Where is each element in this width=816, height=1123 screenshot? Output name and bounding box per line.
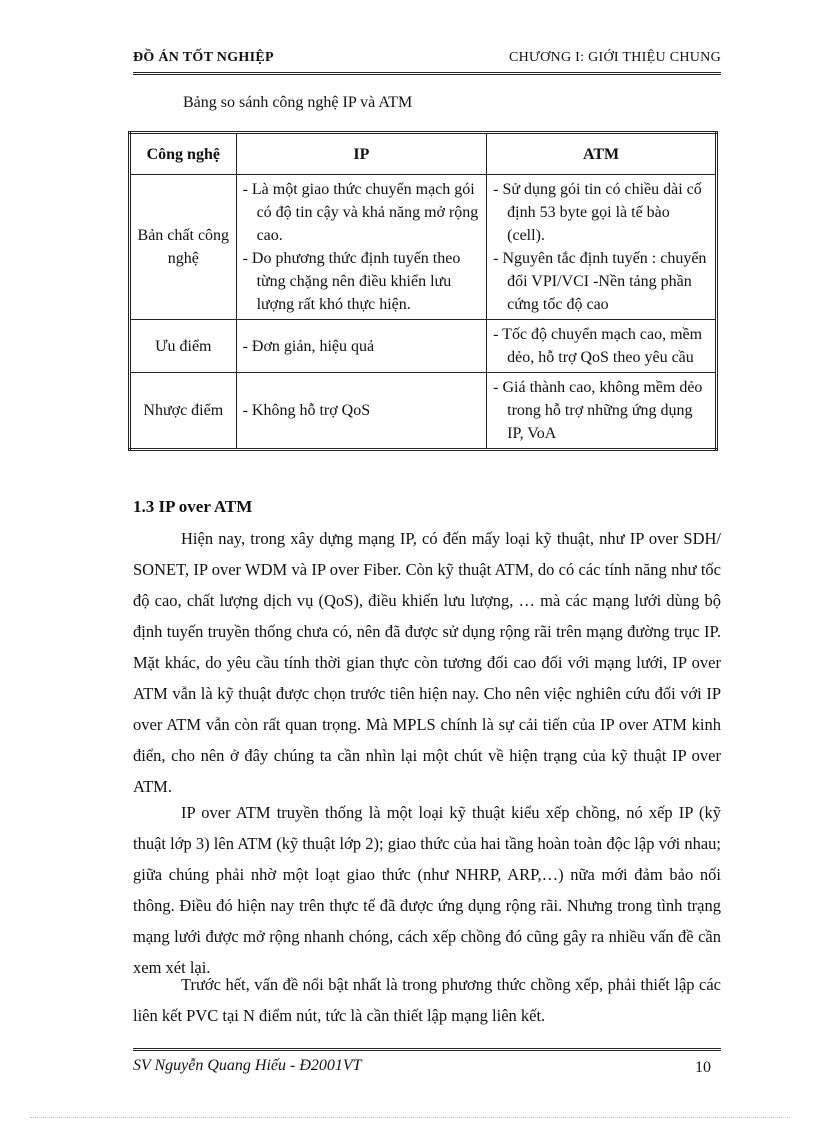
list-item: - Đơn giản, hiệu quả bbox=[242, 337, 375, 355]
table-row bbox=[130, 373, 717, 450]
header-right: CHƯƠNG I: GIỚI THIỆU CHUNG bbox=[508, 50, 721, 65]
comparison-table bbox=[128, 131, 718, 451]
list-item: - Sử dụng gói tin có chiều dài cố định 53 byte gọi là tế bào (cell). bbox=[493, 181, 702, 244]
footer-author: SV Nguyễn Quang Hiếu - Đ2001VT bbox=[133, 1057, 362, 1074]
body-paragraph: Trước hết, vấn đề nổi bật nhất là trong phương thức chồng xếp, phải thiết lập các liên kết PVC tại N điểm nút, tức là cần thiết lập mạng liên kết. bbox=[133, 975, 721, 1025]
list-item: - Giá thành cao, không mềm dẻo trong hỗ trợ những ứng dụng IP, VoA bbox=[493, 379, 703, 442]
body-paragraph: Hiện nay, trong xây dựng mạng IP, có đến mấy loại kỹ thuật, như IP over SDH/ SONET, IP over WDM và IP over Fiber. Còn kỹ thuật ATM, do có các tính năng như tốc độ cao, chất lượng dịch vụ (QoS), điều khiển lưu lượng, … mà các mạng lưới dùng bộ định tuyến truyền thống chưa có, nên đã được sử dụng rộng rãi trên mạng đường trục IP. Mặt khác, do yêu cầu tính thời gian thực còn tương đối cao đối với mạng lưới, IP over ATM vẫn là kỹ thuật được chọn trước tiên hiện nay. Cho nên việc nghiên cứu đối với IP over ATM vẫn còn rất quan trọng. Mà MPLS chính là sự cải tiến của IP over ATM kinh điển, cho nên ở đây chúng ta cần nhìn lại một chút về hiện trạng của kỹ thuật IP over ATM. bbox=[133, 529, 721, 796]
column-header-technology: Công nghệ bbox=[130, 133, 237, 175]
list-item: - Nguyên tắc định tuyến : chuyển đổi VPI/VCI -Nền tảng phần cứng tốc độ cao bbox=[493, 250, 707, 313]
page-divider bbox=[30, 1117, 790, 1118]
column-header-atm: ATM bbox=[487, 133, 717, 175]
ip-cell-disadvantages bbox=[236, 373, 487, 450]
list-item: - Do phương thức định tuyến theo từng chặng nên điều khiển lưu lượng rất khó thực hiện. bbox=[242, 250, 461, 313]
row-label-nature: Bản chất công nghệ bbox=[130, 175, 237, 320]
ip-cell-nature bbox=[236, 175, 487, 320]
header-left: ĐỒ ÁN TỐT NGHIỆP bbox=[133, 50, 274, 65]
list-item: - Không hỗ trợ QoS bbox=[242, 402, 371, 419]
table-header-row bbox=[130, 133, 717, 175]
row-label-disadvantages: Nhược điểm bbox=[130, 373, 237, 450]
table-caption: Bảng so sánh công nghệ IP và ATM bbox=[183, 94, 413, 111]
list-item: - Là một giao thức chuyển mạch gói có độ tin cậy và khả năng mở rộng cao. bbox=[242, 181, 479, 244]
atm-cell-disadvantages bbox=[487, 373, 717, 450]
ip-cell-advantages bbox=[236, 320, 487, 373]
list-item: - Tốc độ chuyển mạch cao, mềm dẻo, hỗ trợ QoS theo yêu cầu bbox=[493, 326, 703, 366]
body-paragraph: IP over ATM truyền thống là một loại kỹ thuật kiểu xếp chồng, nó xếp IP (kỹ thuật lớp 3) lên ATM (kỹ thuật lớp 2); giao thức của hai tầng hoàn toàn độc lập với nhau; giữa chúng phải nhờ một loạt giao thức (như NHRP, ARP,…) nữa mới đảm bảo nối thông. Điều đó hiện nay trên thực tế đã được ứng dụng rộng rãi. Nhưng trong tình trạng mạng lưới được mở rộng nhanh chóng, cách xếp chồng đó cũng gây ra nhiều vấn đề cần xem xét lại. bbox=[133, 803, 721, 977]
atm-cell-nature bbox=[487, 175, 717, 320]
table-row bbox=[130, 175, 717, 320]
page-header bbox=[133, 48, 721, 75]
column-header-ip: IP bbox=[236, 133, 487, 175]
table-row bbox=[130, 320, 717, 373]
row-label-advantages: Ưu điểm bbox=[130, 320, 237, 373]
atm-cell-advantages bbox=[487, 320, 717, 373]
section-title: 1.3 IP over ATM bbox=[133, 497, 253, 516]
page-number: 10 bbox=[695, 1059, 711, 1076]
page-footer bbox=[133, 1048, 721, 1079]
